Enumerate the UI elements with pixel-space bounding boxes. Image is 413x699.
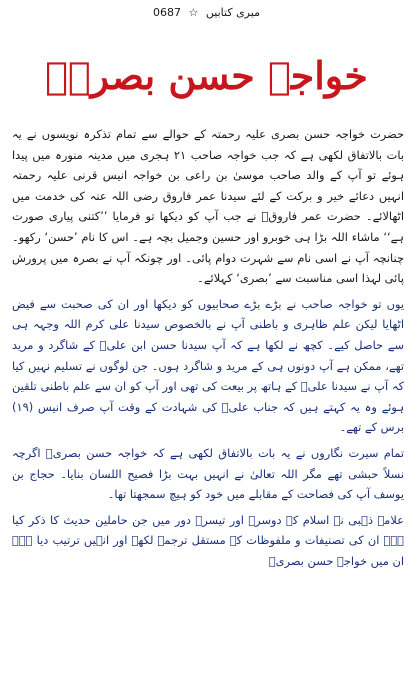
article-body (12, 124, 404, 576)
paragraph-3: تمام سیرت نگاروں نے یہ بات بالاتفاق لکھی ہے کہ خواجہ حسن بصریؒ اگرچہ نسلاً حبشی تھے مگر اللہ تعالیٰ نے انہیں بہت بڑا فصیح اللسان بنایا۔ حجاج بن یوسف آپ کی فصاحت کے مقابلے میں خود کو ہیچ سمجھتا تھا۔ (12, 445, 404, 502)
book-label: میری کتابیں (205, 6, 260, 19)
page-title: خواجہ حسن بصریؒ (45, 53, 368, 98)
paragraph-2: یوں تو خواجہ صاحب نے بڑے بڑے صحابیوں کو دیکھا اور ان کی صحبت سے فیض اٹھایا لیکن علم ظاہری و باطنی آپ نے بالخصوص سیدنا علی کرم اللہ وجہہ ہی سے حاصل کیے۔ کچھ نے لکھا ہے کہ آپ سیدنا حسن ابن علیؓ کے شاگرد و مرید تھے، ممکن ہے آپ دونوں ہی کے مرید و شاگرد ہوں۔ جن لوگوں نے تسلیم نہیں کیا کہ آپ نے سیدنا علیؓ کے ہاتھ پر بیعت کی تھی اور آپ کو ان سے علم باطنی تلقین ہوئے وہ یہ کہتے ہیں کہ جناب علیؓ کی شہادت کے وقت آپ صرف انیس (۱۹) برس کے تھے۔ (12, 296, 404, 435)
page-header (0, 6, 413, 19)
star-icon: ☆ (188, 6, 199, 19)
page-number: 0687 (153, 6, 182, 19)
paragraph-4: علامہ ذہبی نے اسلام کے دوسرے اور تیسرے دور میں جن حاملین حدیث کا ذکر کیا ہے۔ ان کی تصنیفات و ملفوظات کے مستقل ترجمے لکھے اور انہیں ترتیب دیا ہے۔ ان میں خواجہ حسن بصریؒ (12, 512, 404, 568)
paragraph-1: حضرت خواجہ حسن بصری علیہ رحمتہ کے حوالے سے تمام تذکرہ نویسوں نے یہ بات بالاتفاق لکھی ہے کہ جب خواجہ صاحب ۲۱ ہجری میں مدینہ منورہ میں پیدا ہوئے تو آپ کے والد صاحب موسیٰ بن راعی بن خواجہ انیس قرنی علیہ رحمتہ انہیں دعائے خیر و برکت کے لئے سیدنا عمر فاروق رضی اللہ عنہ کی خدمت میں اٹھالائے۔ حضرت عمر فاروقؓ نے جب آپ کو دیکھا تو فرمایا ’’کتنی پیاری صورت ہے‘‘ ماشاء اللہ بڑا ہی خوبرو اور حسین وجمیل بچہ ہے۔ اس کا نام ’حسن‘ رکھو۔ چنانچہ آپ نے اسی نام سے شہرت دوام پائی۔ اور چونکہ آپ نے بصرہ میں پرورش پائی لہذا اسی مناسبت سے ’بصری‘ کہلائے۔ (12, 127, 404, 286)
